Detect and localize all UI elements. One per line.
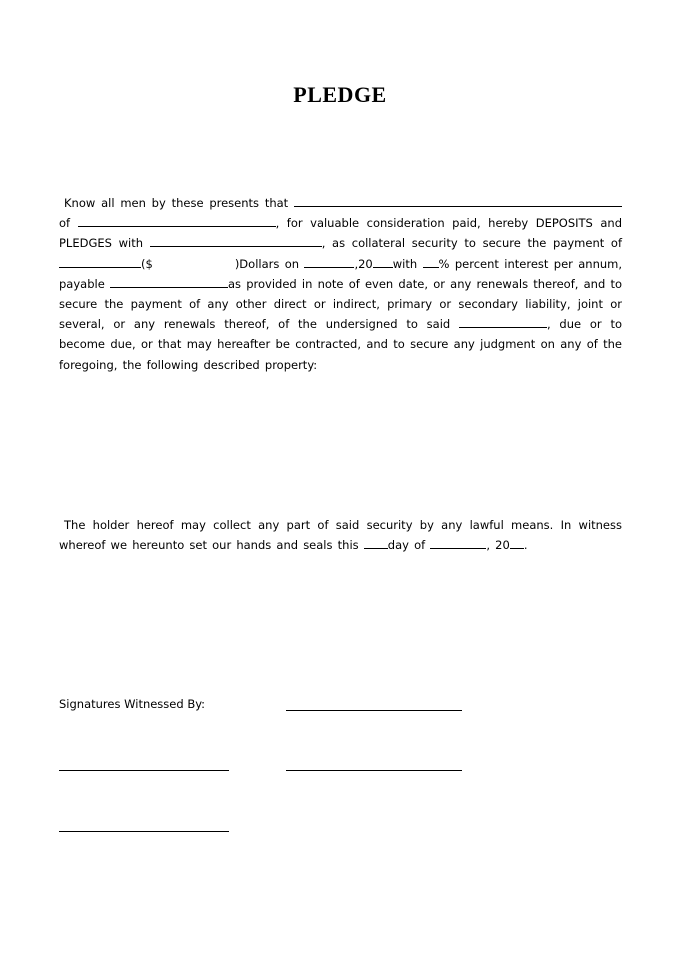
text-segment: of xyxy=(59,216,71,231)
text-segment: , as collateral security to secure the payment of xyxy=(321,236,623,251)
text-segment: with xyxy=(392,256,418,271)
text-segment: The holder hereof may collect any part of said security by any lawful means. In witness whereof we hereunto set our hands and seals this xyxy=(59,518,622,553)
text-segment: , due or to become due, or that may hereafter be contracted, and to secure any judgment on any of the foregoing, the following described property: xyxy=(59,317,622,372)
signature-line[interactable] xyxy=(286,710,462,711)
text-segment: )Dollars on xyxy=(234,256,300,271)
due-year-blank[interactable] xyxy=(373,255,393,268)
text-segment: as provided in note of even date, or any renewals thereof, and to secure the payment of any other direct or indirect, primary or secondary liability, joint or several, or any renewals thereof, of the undersigned to said xyxy=(59,276,622,332)
pledgee-name-blank[interactable] xyxy=(150,234,322,247)
text-segment: . xyxy=(523,538,528,553)
text-segment: , for valuable consideration paid, hereby DEPOSITS and PLEDGES with xyxy=(59,216,622,251)
text-segment: % percent interest per annum, payable xyxy=(59,256,623,291)
signature-line[interactable] xyxy=(286,770,462,771)
text-segment: Know all men by these presents that xyxy=(64,196,289,210)
text-segment: ,20 xyxy=(354,256,373,271)
pledgor-name-blank[interactable] xyxy=(294,194,622,207)
witness-year-blank[interactable] xyxy=(510,536,524,549)
text-segment: day of xyxy=(387,538,426,553)
text-segment: , 20 xyxy=(486,538,510,553)
said-party-blank[interactable] xyxy=(459,315,547,328)
document-title: PLEDGE xyxy=(293,82,387,107)
interest-rate-blank[interactable] xyxy=(423,255,439,268)
witness-signature-line[interactable] xyxy=(59,770,229,771)
payable-to-blank[interactable] xyxy=(110,275,228,288)
witness-day-blank[interactable] xyxy=(364,536,388,549)
pledge-terms-paragraph xyxy=(59,193,622,375)
witness-paragraph xyxy=(59,515,622,555)
signatures-witnessed-label: Signatures Witnessed By: xyxy=(59,697,206,711)
witness-month-blank[interactable] xyxy=(430,536,486,549)
text-segment: ($ xyxy=(141,256,153,271)
amount-words-blank[interactable] xyxy=(59,255,141,268)
pledgor-address-blank[interactable] xyxy=(78,214,276,227)
due-date-blank[interactable] xyxy=(304,255,354,268)
witness-signature-line[interactable] xyxy=(59,831,229,832)
